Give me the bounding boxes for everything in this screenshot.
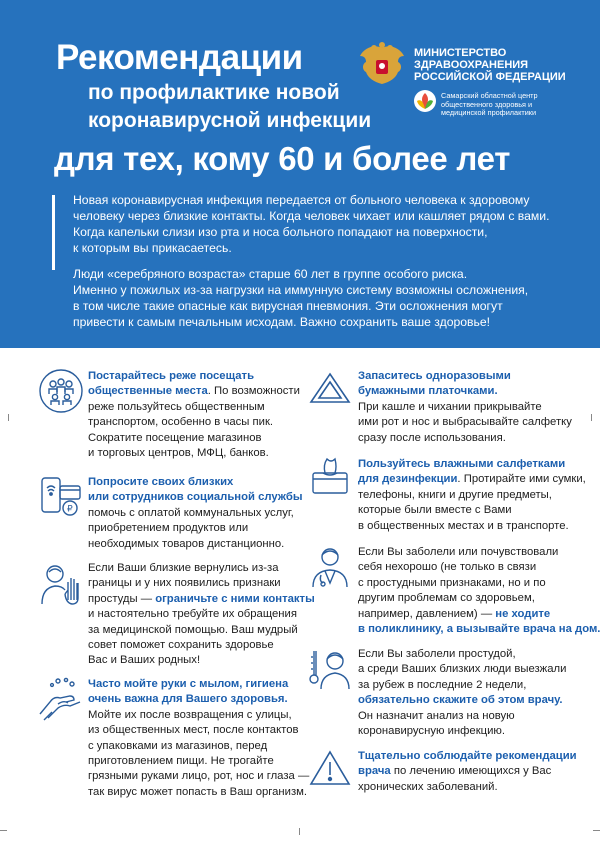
crop-mark bbox=[8, 414, 9, 421]
title-line-2: по профилактике новой bbox=[88, 81, 340, 104]
crop-mark bbox=[299, 828, 300, 835]
crop-mark bbox=[591, 414, 592, 421]
rec-paper-tissues: Запаситесь одноразовыми бумажными платочками. При кашле и чихании прикрывайте ими рот и нос и выбрасывайте салфетку сразу после использования. bbox=[358, 370, 572, 444]
crop-mark bbox=[593, 830, 600, 831]
rec-wash-hands: Часто мойте руки с мылом, гигиена очень важна для Вашего здоровья. Мойте их после возвращения с улицы, из общественных мест, после контактов с упаковками из магазинов, перед приготовлением пищи. Не трогайте грязными руками лицо, рот, нос и глаза — так вирус может попасть в Ваш организм. bbox=[88, 678, 310, 798]
intro-paragraph-2: Люди «серебряного возраста» старше 60 лет в группе особого риска. Именно у пожилых из-за нагрузки на иммунную систему возможны осложнения, в том числе такие опасные как вирусная пневмония. Эти осложнения могут привести к самым печальным исходам. Важно сохранить ваше здоровье! bbox=[73, 267, 529, 329]
crop-mark bbox=[0, 830, 7, 831]
svg-text:₽: ₽ bbox=[67, 504, 73, 515]
title-line-4: для тех, кому 60 и более лет bbox=[54, 140, 511, 177]
health-center-name: Самарский областной центр общественного здоровья и медицинской профилактики bbox=[441, 91, 538, 118]
quote-bar bbox=[52, 195, 55, 270]
rec-limit-contacts: Если Ваши близкие вернулись из-за границы и у них появились признаки простуды — ограничьте с ними контакты и настоятельно требуйте их обращения за медицинской помощью. Ваш мудрый совет поможет сохранить здоровье Вас и Ваших родных! bbox=[88, 562, 315, 667]
title-line-1: Рекомендации bbox=[56, 38, 303, 77]
header-banner bbox=[0, 0, 600, 348]
rec-call-doctor: Если Вы заболели или почувствовали себя нехорошо (не только в связи с простудными признаками, но и по другим проблемам со здоровьем, например, давлением) — не ходите в поликлинику, а вызывайте врача на дом. bbox=[358, 546, 600, 636]
tissue-triangle-icon bbox=[307, 368, 353, 414]
hand-wash-icon bbox=[38, 676, 84, 722]
rec-wet-wipes: Пользуйтесь влажными салфетками для дезинфекции. Протирайте ими сумки, телефоны, книги и другие предметы, которые были вместе с Вами в общественных местах и в транспорте. bbox=[358, 458, 586, 532]
wipes-box-icon bbox=[307, 455, 353, 501]
people-group-icon bbox=[38, 368, 84, 414]
doctor-icon bbox=[307, 543, 353, 589]
rec-ask-relatives: Попросите своих близких или сотрудников социальной службы помочь с оплатой коммунальных услуг, приобретением продуктов или необходимых товаров дистанционно. bbox=[88, 476, 303, 550]
ministry-name: МИНИСТЕРСТВО ЗДРАВООХРАНЕНИЯ РОССИЙСКОЙ ФЕДЕРАЦИИ bbox=[414, 47, 566, 83]
fever-thermometer-icon bbox=[307, 645, 353, 691]
intro-paragraph-1: Новая коронавирусная инфекция передается от больного человека к здоровому человеку через близкие контакты. Когда человек чихает или кашляет рядом с вами. Когда капельки слизи изо рта и носа больного попадают на поверхности, к которым вы прикасаетесь. bbox=[73, 193, 550, 255]
rec-tell-doctor: Если Вы заболели простудой, а среди Ваших близких люди выезжали за рубеж в последние 2 недели, обязательно скажите об этом врачу. Он назначит анализ на новую коронавирусную инфекцию. bbox=[358, 648, 567, 738]
coat-of-arms-icon bbox=[356, 42, 408, 90]
title-line-3: коронавирусной инфекции bbox=[88, 109, 372, 132]
stop-hand-icon bbox=[38, 560, 84, 606]
rec-follow-doctor-advice: Тщательно соблюдайте рекомендации врача по лечению имеющихся у Вас хронических заболеваний. bbox=[358, 750, 577, 793]
intro-text bbox=[73, 192, 573, 330]
health-center-logo-icon bbox=[413, 89, 437, 113]
warning-icon bbox=[307, 746, 353, 792]
phone-payment-icon bbox=[38, 474, 84, 520]
rec-avoid-public-places: Постарайтесь реже посещать общественные места. По возможности реже пользуйтесь общественным транспортом, особенно в часы пик. Сократите посещение магазинов и торговых центров, МФЦ, банков. bbox=[88, 370, 300, 460]
